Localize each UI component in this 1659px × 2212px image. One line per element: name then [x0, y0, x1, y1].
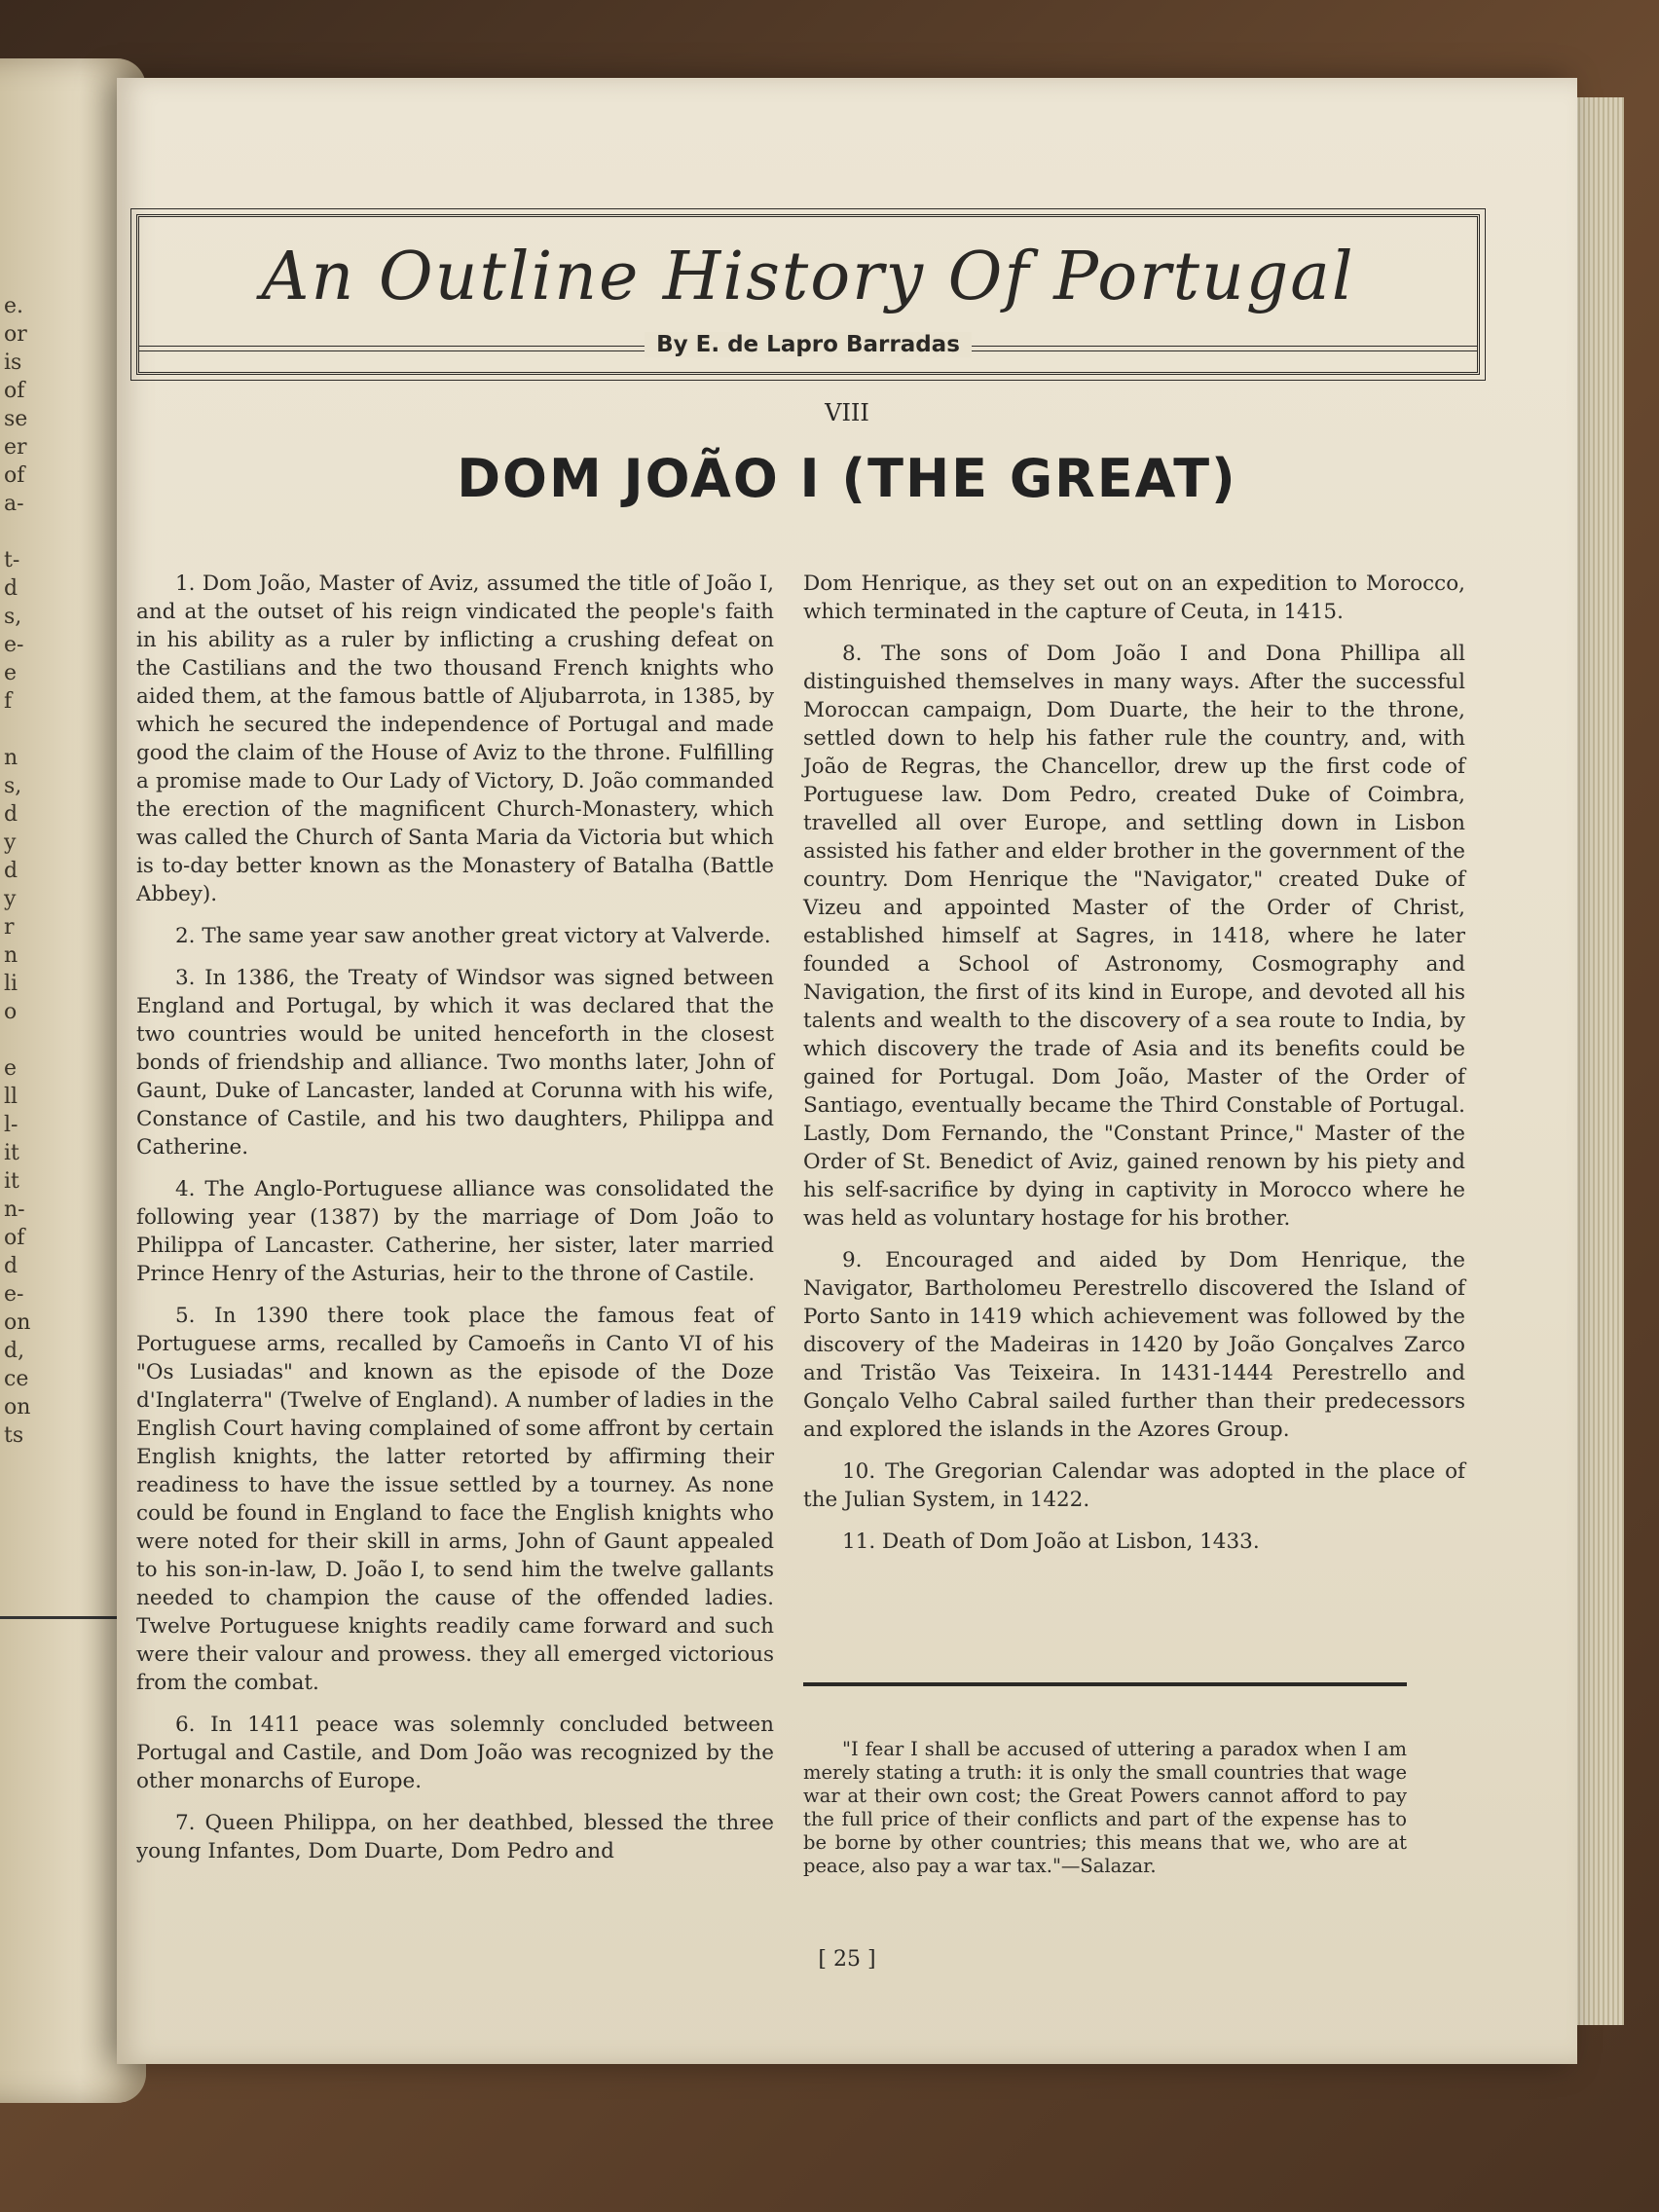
section-number: VIII [825, 399, 869, 426]
quote-divider [803, 1682, 1407, 1686]
paragraph-7: 7. Queen Philippa, on her deathbed, blessed the three young Infantes, Dom Duarte, Dom Pedro and [136, 1811, 774, 1863]
paragraph-7-continued: Dom Henrique, as they set out on an expedition to Morocco, which terminated in the capture of Ceuta, in 1415. [803, 571, 1465, 624]
book-page [117, 78, 1577, 2064]
salazar-quote: "I fear I shall be accused of uttering a paradox when I am merely stating a truth: it is only the small countries that wage war at their own cost; the Great Powers cannot afford to pay the full price of their conflicts and part of the expense has to be borne by other countries; this means that we, who are at peace, also pay a war tax."—Salazar. [803, 1738, 1407, 1877]
paragraph-10: 10. The Gregorian Calendar was adopted in the place of the Julian System, in 1422. [803, 1459, 1465, 1512]
right-column [803, 570, 1465, 1569]
byline [139, 332, 1477, 357]
paragraph-2: 2. The same year saw another great victory at Valverde. [175, 924, 771, 948]
page-number: [ 25 ] [818, 1947, 876, 1972]
paragraph-5: 5. In 1390 there took place the famous feat of Portuguese arms, recalled by Camoeñs in Canto VI of his "Os Lusiadas" and known as the episode of the Doze d'Inglaterra" (Twelve of England). A number of ladies in the English Court having complained of some affront by certain English knights, the latter retorted by affirming their readiness to have the issue settled by a tourney. As none could be found in England to face the English knights who were noted for their skill in arms, John of Gaunt appealed to his son-in-law, D. João I, to send him the twelve gallants needed to champion the cause of the offended ladies. Twelve Portuguese knights readily came forward and such were their valour and prowess. they all emerged victorious from the combat. [136, 1304, 774, 1695]
paragraph-4: 4. The Anglo-Portuguese alliance was consolidated the following year (1387) by the marriage of Dom João to Philippa of Lancaster. Catherine, her sister, later married Prince Henry of the Asturias, heir to the throne of Castile. [136, 1177, 774, 1286]
paragraph-11: 11. Death of Dom João at Lisbon, 1433. [842, 1530, 1260, 1554]
left-page-text-fragments: e. or is of se er of a- t- d s, e- e f n s, d y d y r n li o e ll l- it it n- of d e- on d, ce on ts [4, 294, 31, 1448]
paragraph-8: 8. The sons of Dom João I and Dona Phillipa all distinguished themselves in many ways. After the successful Moroccan campaign, Dom Duarte, the heir to the throne, settled down to help his father rule the country, and, with João de Regras, the Chancellor, drew up the first code of Portuguese law. Dom Pedro, created Duke of Coimbra, travelled all over Europe, and settling down in Lisbon assisted his father and elder brother in the government of the country. Dom Henrique the "Navigator," created Duke of Vizeu and appointed Master of the Order of Christ, established himself at Sagres, in 1418, where he later founded a School of Astronomy, Cosmography and Navigation, the first of its kind in Europe, and devoted all his talents and wealth to the discovery of a sea route to India, by which discovery the trade of Asia and its benefits could be gained for Portugal. Dom João, Master of the Order of Santiago, eventually became the Third Constable of Portugal. Lastly, Dom Fernando, the "Constant Prince," Master of the Order of St. Benedict of Aviz, gained renown by his piety and his self-sacrifice by dying in captivity in Morocco where he was held as voluntary hostage for his brother. [803, 642, 1465, 1231]
paragraph-9: 9. Encouraged and aided by Dom Henrique, the Navigator, Bartholomeu Perestrello discovered the Island of Porto Santo in 1419 which achievement was followed by the discovery of the Madeiras in 1420 by João Gonçalves Zarco and Tristão Vas Teixeira. In 1431-1444 Perestrello and Gonçalo Velho Cabral sailed further than their predecessors and explored the islands in the Azores Group. [803, 1248, 1465, 1442]
chapter-headline: DOM JOÃO I (THE GREAT) [457, 448, 1237, 509]
paragraph-6: 6. In 1411 peace was solemnly concluded between Portugal and Castile, and Dom João was recognized by the other monarchs of Europe. [136, 1713, 774, 1793]
paragraph-1: 1. Dom João, Master of Aviz, assumed the title of João I, and at the outset of his reign vindicated the people's faith in his ability as a ruler by inflicting a crushing defeat on the Castilians and the two thousand French knights who aided them, at the famous battle of Aljubarrota, in 1385, by which he secured the independence of Portugal and made good the claim of the House of Aviz to the throne. Fulfilling a promise made to Our Lady of Victory, D. João commanded the erection of the magnificent Church-Monastery, which was called the Church of Santa Maria da Victoria but which is to-day better known as the Monastery of Batalha (Battle Abbey). [136, 571, 774, 906]
byline-text: By E. de Lapro Barradas [645, 332, 972, 357]
left-column [136, 570, 774, 1879]
title-box [136, 214, 1480, 375]
paragraph-3: 3. In 1386, the Treaty of Windsor was signed between England and Portugal, by which it was declared that the two countries would be united henceforth in the closest bonds of friendship and alliance. Two months later, John of Gaunt, Duke of Lancaster, landed at Corunna with his wife, Constance of Castile, and his two daughters, Philippa and Catherine. [136, 966, 774, 1160]
article-title: An Outline History Of Portugal [261, 239, 1355, 315]
left-page-rule [0, 1616, 117, 1619]
